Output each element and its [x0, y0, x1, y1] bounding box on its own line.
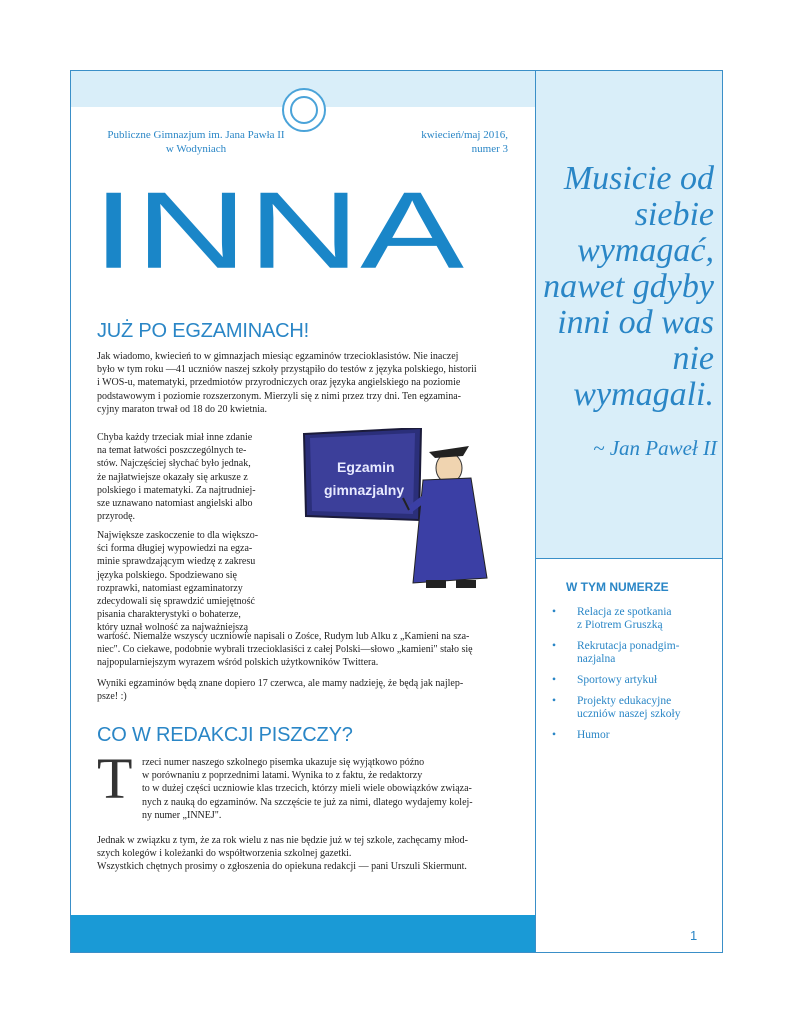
- contents-title: W TYM NUMERZE: [566, 580, 669, 594]
- text-line: Wyniki egzaminów będą znane dopiero 17 czerwca, ale mamy nadzieję, że będą jak najlep-: [97, 678, 464, 689]
- text-line: Największe zaskoczenie to dla większo-: [97, 530, 259, 541]
- text-line: ści forma długiej wypowiedzi na egza-: [97, 543, 253, 555]
- text-line: Jednak w związku z tym, że za rok wielu z nas nie będzie już w tej szkole, zachęcamy młod-: [97, 835, 468, 846]
- text-line: psze! :): [97, 691, 127, 703]
- text-line: Chyba każdy trzeciak miał inne zdanie: [97, 432, 253, 443]
- contents-item-label: nazjalna: [577, 653, 616, 665]
- masthead-logo: [92, 178, 464, 278]
- ring-ornament-icon: [282, 88, 326, 132]
- contents-item[interactable]: [548, 674, 718, 687]
- bullet-icon: •: [552, 674, 557, 686]
- text-line: było w tym roku —41 uczniów naszej szkoły przystąpiło do testów z języka polskiego, historii: [97, 364, 477, 376]
- bullet-icon: •: [552, 640, 557, 652]
- text-line: zdecydowali się sprawdzić umiejętność: [97, 596, 255, 608]
- text-line: w porównaniu z poprzednimi latami. Wynika to z faktu, że redaktorzy: [142, 770, 423, 782]
- text-line: polskiego i matematyki. Za najtrudniej-: [97, 484, 256, 496]
- contents-item[interactable]: [548, 606, 718, 632]
- contents-item[interactable]: [548, 729, 718, 742]
- text-line: na temat łatwości poszczególnych te-: [97, 445, 247, 457]
- text-line: nych z nauką do egzaminów. Na szczęście te już za nimi, dlatego wydajemy kolej-: [142, 796, 473, 808]
- exam-clipart: [301, 428, 491, 593]
- text-line: niec". Co ciekawe, podobnie wybrali trzecioklasiści z całej Polski—słowo „kamieni" stało się: [97, 644, 473, 656]
- text-line: minie sprawdzającym wiedzę z zakresu: [97, 556, 256, 568]
- contents-list: [548, 606, 718, 750]
- text-line: języka polskiego. Spodziewano się: [97, 569, 237, 581]
- text-line: rzeci numer naszego szkolnego pisemka ukazuje się wyjątkowo późno: [142, 757, 425, 768]
- article2-paragraph: [142, 756, 522, 822]
- text-line: szych kolegów i koleżanki do współtworzenia szkolnej gazetki.: [97, 848, 352, 860]
- text-line: że najłatwiejsze okazały się arkusze z: [97, 471, 248, 483]
- article1-paragraph: [97, 431, 302, 523]
- contents-item-label: Rekrutacja ponadgim-: [577, 640, 680, 652]
- contents-item-label: Humor: [577, 729, 610, 741]
- quote-text: Musicie od siebie wymagać, nawet gdyby inni od was nie wymagali.: [543, 160, 714, 413]
- contents-item-label: Projekty edukacyjne: [577, 695, 672, 707]
- contents-item-label: Relacja ze spotkania: [577, 606, 672, 618]
- text-line: i WOS-u, matematyki, przedmiotów przyrodniczych oraz języka angielskiego na poziomie: [97, 377, 461, 389]
- text-line: najpopularniejszym wyrazem wśród polskich użytkowników Twittera.: [97, 657, 379, 669]
- contents-item[interactable]: [548, 695, 718, 721]
- article1-paragraph: [97, 677, 517, 703]
- article2-paragraph: [97, 834, 517, 874]
- text-line: podstawowym i poziomie rozszerzonym. Mierzyli się z nimi przez trzy dni. Ten egzamina-: [97, 390, 461, 402]
- article1-paragraph: [97, 630, 517, 670]
- bullet-icon: •: [552, 729, 557, 741]
- bullet-icon: •: [552, 695, 557, 707]
- article1-paragraph: [97, 529, 302, 635]
- text-line: sze uznawano natomiast angielski albo: [97, 498, 253, 510]
- issue-date: kwiecień/maj 2016, numer 3: [421, 129, 508, 155]
- contents-item-label: uczniów naszej szkoły: [577, 708, 681, 720]
- page-number: 1: [690, 928, 698, 943]
- text-line: wartość. Niemalże wszyscy uczniowie napisali o Zośce, Rudym lub Alku z „Kamieni na sza-: [97, 631, 470, 642]
- board-label-1: Egzamin: [337, 459, 395, 475]
- bullet-icon: •: [552, 606, 557, 618]
- text-line: cyjny maraton trwał od 18 do 20 kwietnia.: [97, 403, 267, 415]
- article1-title: JUŻ PO EGZAMINACH!: [97, 320, 309, 342]
- contents-item-label: z Piotrem Gruszką: [577, 619, 663, 631]
- text-line: ny numer „INNEJ".: [142, 809, 222, 821]
- text-line: stów. Najczęściej słychać było jednak,: [97, 458, 251, 470]
- text-line: Wszystkich chętnych prosimy o zgłoszenia do opiekuna redakcji — pani Urszuli Skiermunt.: [97, 861, 467, 873]
- bottom-band: [71, 915, 535, 952]
- text-line: pisania charakterystyki o bohaterze,: [97, 609, 241, 621]
- article1-paragraph: [97, 350, 517, 416]
- quote-author: ~ Jan Paweł II: [593, 436, 717, 460]
- dropcap: T: [97, 746, 133, 811]
- text-line: Jak wiadomo, kwiecień to w gimnazjach miesiąc egzaminów trzecioklasistów. Nie inaczej: [97, 351, 459, 362]
- board-label-2: gimnazjalny: [324, 482, 405, 498]
- text-line: przyrodę.: [97, 511, 136, 523]
- text-line: to w dużej części uczniowie klas trzecich, którzy mieli wiele obowiązków związa-: [142, 783, 472, 795]
- contents-item[interactable]: [548, 640, 718, 666]
- text-line: który uznał wolność za najważniejszą: [97, 622, 249, 634]
- article2-title: CO W REDAKCJI PISZCZY?: [97, 724, 353, 746]
- contents-item-label: Sportowy artykuł: [577, 674, 658, 686]
- masthead-text: INNA: [92, 178, 464, 278]
- school-name: Publiczne Gimnazjum im. Jana Pawła II w Wodyniach: [107, 129, 285, 155]
- text-line: rozprawki, natomiast egzaminatorzy: [97, 582, 243, 594]
